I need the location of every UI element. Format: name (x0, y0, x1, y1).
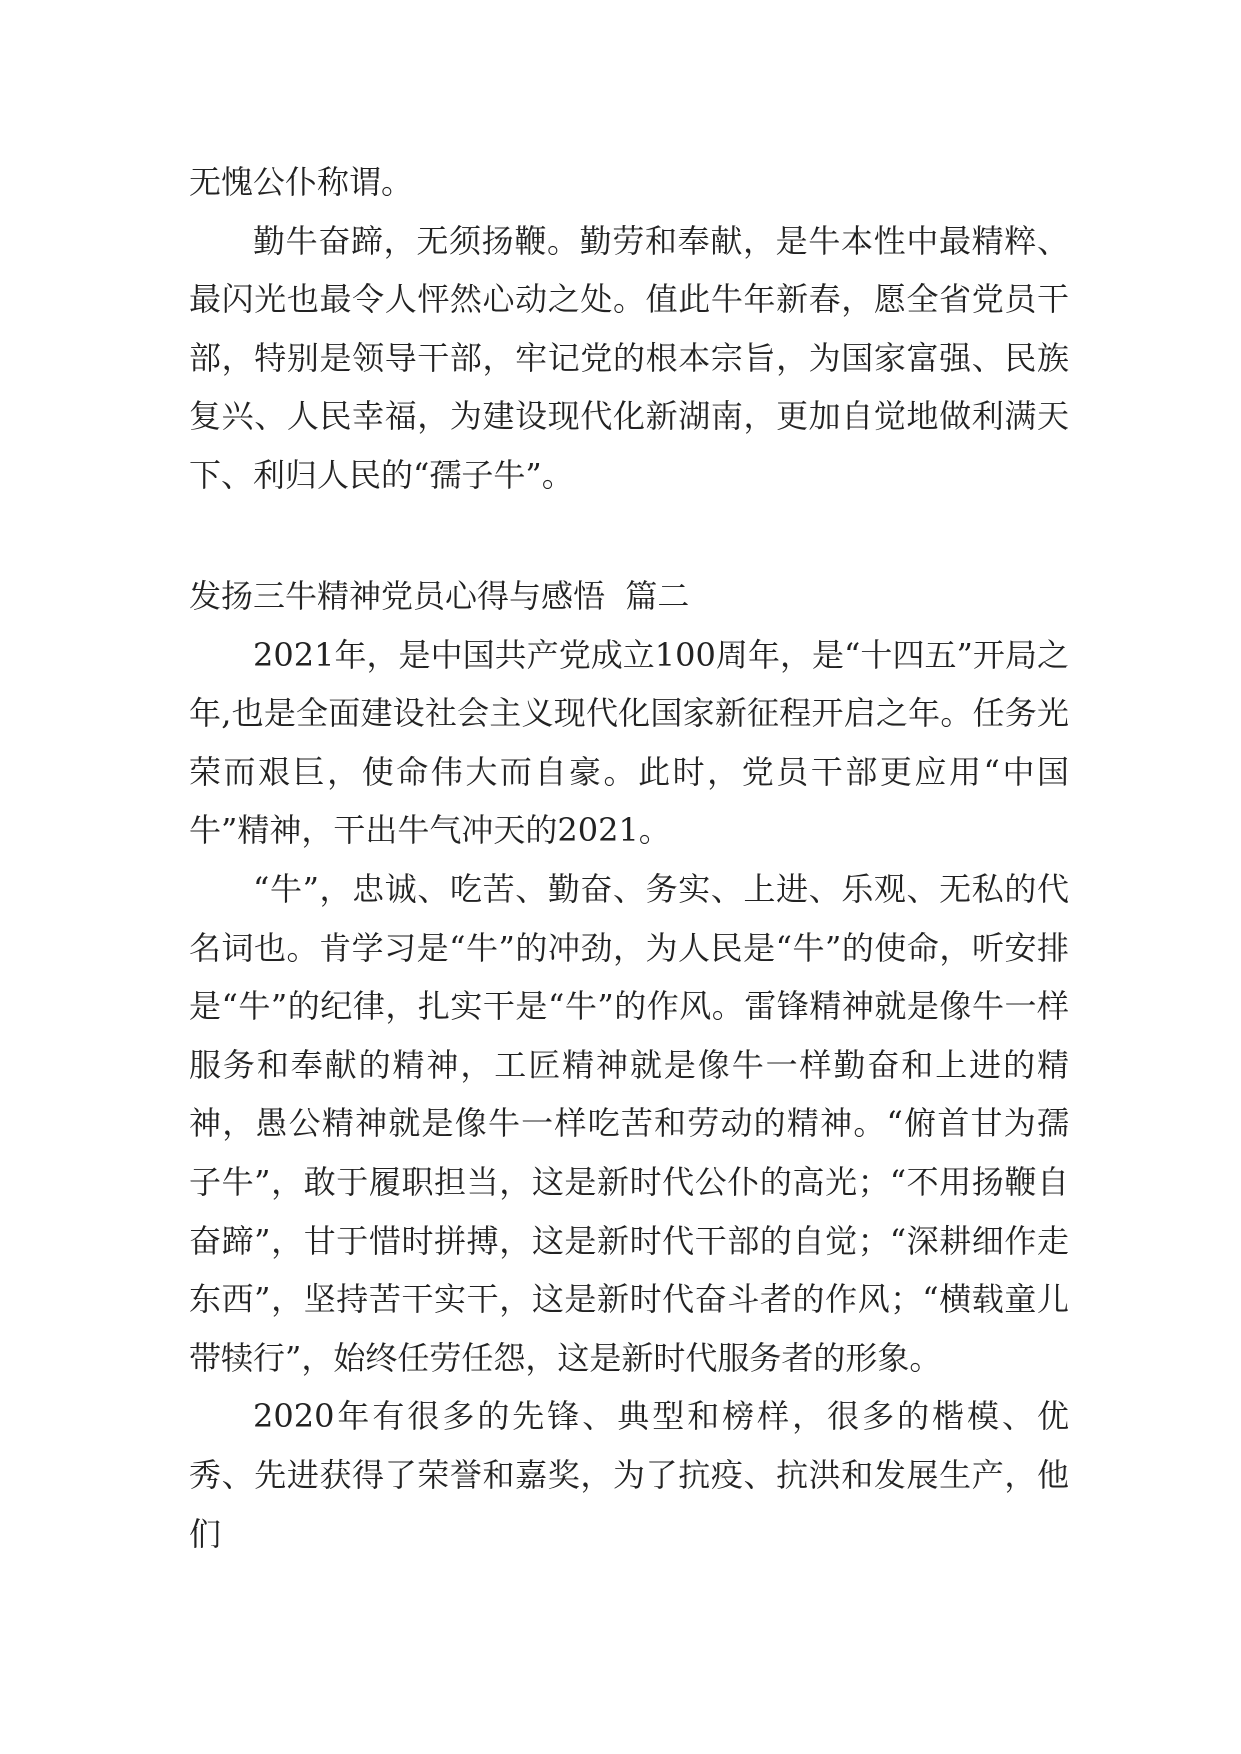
text-block-bottom (189, 567, 1069, 1563)
paragraph: “牛”，忠诚、吃苦、勤奋、务实、上进、乐观、无私的代名词也。肯学习是“牛”的冲劲，为人民是“牛”的使命，听安排是“牛”的纪律，扎实干是“牛”的作风。雷锋精神就是像牛一样服务和奉献的精神，工匠精神就是像牛一样勤奋和上进的精神，愚公精神就是像牛一样吃苦和劳动的精神。“俯首甘为孺子牛”，敢于履职担当，这是新时代公仆的高光；“不用扬鞭自奋蹄”，甘于惜时拼搏，这是新时代干部的自觉；“深耕细作走东西”，坚持苦干实干，这是新时代奋斗者的作风；“横载童儿带犊行”，始终任劳任怨，这是新时代服务者的形象。 (189, 869, 1069, 1377)
section-title: 发扬三牛精神党员心得与感悟 篇二 (189, 577, 690, 615)
paragraph: 2021年，是中国共产党成立100周年，是“十四五”开局之年,也是全面建设社会主义现代化国家新征程开启之年。任务光荣而艰巨，使命伟大而自豪。此时，党员干部更应用“中国牛”精神，干出牛气冲天的2021。 (189, 635, 1069, 850)
paragraph: 勤牛奋蹄，无须扬鞭。勤劳和奉献，是牛本性中最精粹、最闪光也最令人怦然心动之处。值此牛年新春，愿全省党员干部，特别是领导干部，牢记党的根本宗旨，为国家富强、民族复兴、人民幸福，为建设现代化新湖南，更加自觉地做利满天下、利归人民的“孺子牛”。 (189, 221, 1069, 494)
paragraph: 2020年有很多的先锋、典型和榜样，很多的楷模、优秀、先进获得了荣誉和嘉奖，为了抗疫、抗洪和发展生产，他们 (189, 1397, 1069, 1553)
text-block-top (189, 153, 1069, 505)
continuation-line: 无愧公仆称谓。 (189, 163, 414, 201)
